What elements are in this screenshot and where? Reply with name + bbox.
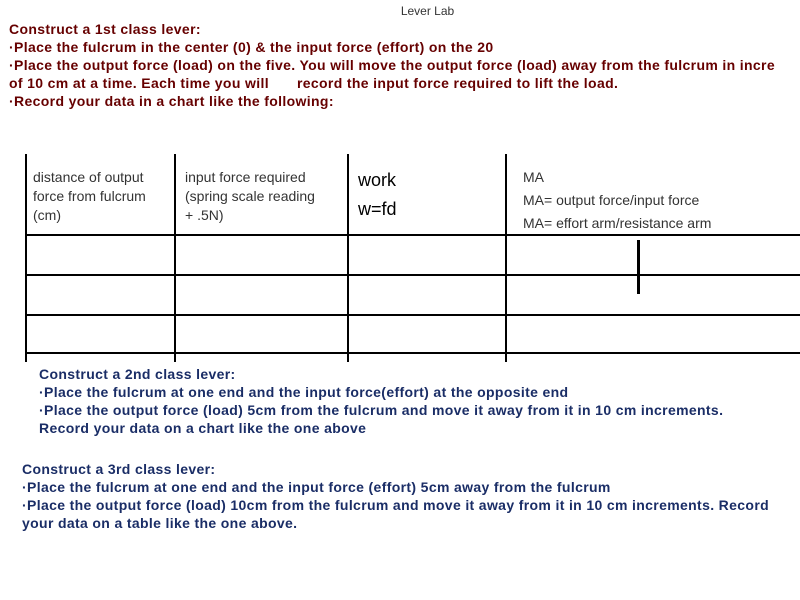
- instruction-line: Record your data on a chart like the one above: [39, 420, 367, 436]
- header-line: MA= output force/input force: [523, 192, 700, 208]
- instruction-line: ·Record your data in a chart like the following:: [9, 93, 334, 109]
- header-line: input force required: [185, 169, 306, 185]
- instruction-line: ·Place the fulcrum at one end and the input force (effort) 5cm away from the fulcrum: [22, 479, 611, 495]
- instruction-line: ·Place the fulcrum at one end and the input force(effort) at the opposite end: [39, 384, 569, 400]
- instruction-line: ·Place the output force (load) 10cm from the fulcrum and move it away from it in 10 cm increments. Record your data on a table like the one above.: [22, 497, 770, 531]
- header-distance: [33, 168, 146, 225]
- second-class-lever-instructions: [39, 365, 723, 437]
- header-line: MA= effort arm/resistance arm: [523, 215, 712, 231]
- section-heading: Construct a 2nd class lever:: [39, 366, 236, 382]
- section-heading: Construct a 3rd class lever:: [22, 461, 216, 477]
- section-heading: Construct a 1st class lever:: [9, 21, 201, 37]
- table-divider: [637, 240, 640, 294]
- header-mechanical-advantage: [523, 166, 711, 235]
- header-line: distance of output: [33, 169, 144, 185]
- header-line: work: [358, 170, 397, 190]
- header-line: (spring scale reading: [185, 188, 315, 204]
- instruction-line: ·Place the output force (load) 5cm from the fulcrum and move it away from it in 10 cm increments.: [39, 402, 724, 418]
- header-line: MA: [523, 169, 544, 185]
- table-divider: [505, 154, 507, 362]
- table-divider: [25, 274, 800, 276]
- table-divider: [25, 352, 800, 354]
- first-class-lever-instructions: [9, 20, 775, 110]
- header-input-force: [185, 168, 315, 225]
- header-line: (cm): [33, 207, 61, 223]
- instruction-fragment: record the input force required to lift the load.: [296, 75, 619, 91]
- header-line: + .5N): [185, 207, 224, 223]
- page-title: Lever Lab: [400, 4, 455, 18]
- table-divider: [174, 154, 176, 362]
- header-line: force from fulcrum: [33, 188, 146, 204]
- table-divider: [25, 314, 800, 316]
- header-work: [358, 166, 397, 224]
- instruction-line: ·Place the output force (load) on the five. You will move the output force (load) away from the fulcrum in incre: [9, 57, 775, 73]
- instruction-fragment: of 10 cm at a time. Each time you will: [9, 75, 269, 91]
- table-divider: [25, 154, 27, 362]
- table-divider: [347, 154, 349, 362]
- data-table: [25, 154, 800, 362]
- header-line: w=fd: [358, 199, 397, 219]
- instruction-line: [9, 74, 775, 92]
- instruction-line: ·Place the fulcrum in the center (0) & the input force (effort) on the 20: [9, 39, 494, 55]
- third-class-lever-instructions: [22, 460, 797, 532]
